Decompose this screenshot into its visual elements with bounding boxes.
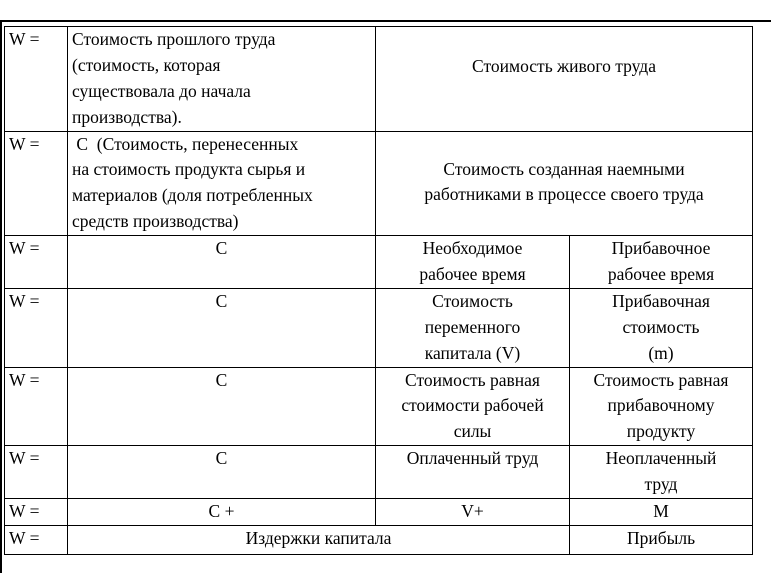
text-line: (m) — [648, 342, 674, 363]
necessary-cell — [376, 288, 570, 367]
text-line: Стоимость — [432, 290, 513, 311]
table-row — [5, 131, 753, 236]
necessary-cell — [376, 446, 570, 499]
text-line: Стоимость созданная наемными — [443, 158, 685, 179]
text-line: материалов (доля потребленных — [72, 185, 313, 206]
w-cell: W = — [5, 27, 68, 132]
text-line: рабочее время — [419, 264, 526, 285]
necessary-cell — [376, 236, 570, 289]
necessary-cell: V+ — [376, 499, 570, 526]
text-line: работниками в процессе своего труда — [424, 184, 704, 205]
text-line: (стоимость, которая — [72, 54, 221, 75]
text-line: капитала (V) — [424, 342, 521, 363]
text-line: средств производства) — [72, 211, 239, 232]
text-line: труд — [644, 474, 678, 495]
live-labor-cell — [376, 131, 753, 236]
table-row — [5, 236, 753, 289]
w-cell: W = — [5, 367, 68, 446]
surplus-cell — [570, 446, 753, 499]
constant-capital-cell: С + — [68, 499, 376, 526]
text-line: силы — [453, 421, 492, 442]
past-labor-cell — [68, 131, 376, 236]
surplus-cell — [570, 367, 753, 446]
surplus-cell — [570, 288, 753, 367]
necessary-cell — [376, 367, 570, 446]
text-line: переменного — [424, 316, 521, 337]
constant-capital-cell: С — [68, 288, 376, 367]
constant-capital-cell: С — [68, 236, 376, 289]
text-line: продукту — [626, 421, 696, 442]
w-cell: W = — [5, 288, 68, 367]
text-line: стоимости рабочей — [401, 395, 544, 416]
constant-capital-cell: С — [68, 446, 376, 499]
text-line: Оплаченный труд — [406, 448, 539, 469]
past-labor-cell — [68, 27, 376, 132]
w-cell: W = — [5, 499, 68, 526]
table-row — [5, 367, 753, 446]
w-cell: W = — [5, 446, 68, 499]
text-line: существовала до начала — [72, 80, 251, 101]
text-line: С (Стоимость, перенесенных — [72, 133, 299, 154]
constant-capital-cell: С — [68, 367, 376, 446]
text-line: Стоимость прошлого труда — [72, 29, 276, 49]
text-line: Стоимость равная — [405, 369, 540, 390]
table-row — [5, 288, 753, 367]
text-line: прибавочному — [607, 395, 715, 416]
table-row — [5, 525, 753, 554]
text-line: производства). — [72, 106, 182, 127]
text-line: стоимость — [622, 316, 700, 337]
text-line: Стоимость равная — [593, 369, 729, 390]
text-line: на стоимость продукта сырья и — [72, 159, 306, 180]
table-row — [5, 499, 753, 526]
profit-cell: Прибыль — [570, 525, 753, 554]
w-cell: W = — [5, 525, 68, 554]
surplus-cell — [570, 236, 753, 289]
text-line: рабочее время — [607, 264, 715, 285]
table-row — [5, 27, 753, 132]
w-cell: W = — [5, 236, 68, 289]
text-line: Прибавочное — [611, 238, 711, 259]
w-cell: W = — [5, 131, 68, 236]
text-line: Необходимое — [422, 238, 523, 259]
value-structure-table — [4, 26, 753, 555]
capital-costs-cell: Издержки капитала — [68, 525, 570, 554]
text-line: Прибавочная — [612, 290, 710, 311]
live-labor-cell: Стоимость живого труда — [376, 27, 753, 132]
surplus-cell: М — [570, 499, 753, 526]
table-row — [5, 446, 753, 499]
text-line: Неоплаченный — [605, 448, 717, 469]
